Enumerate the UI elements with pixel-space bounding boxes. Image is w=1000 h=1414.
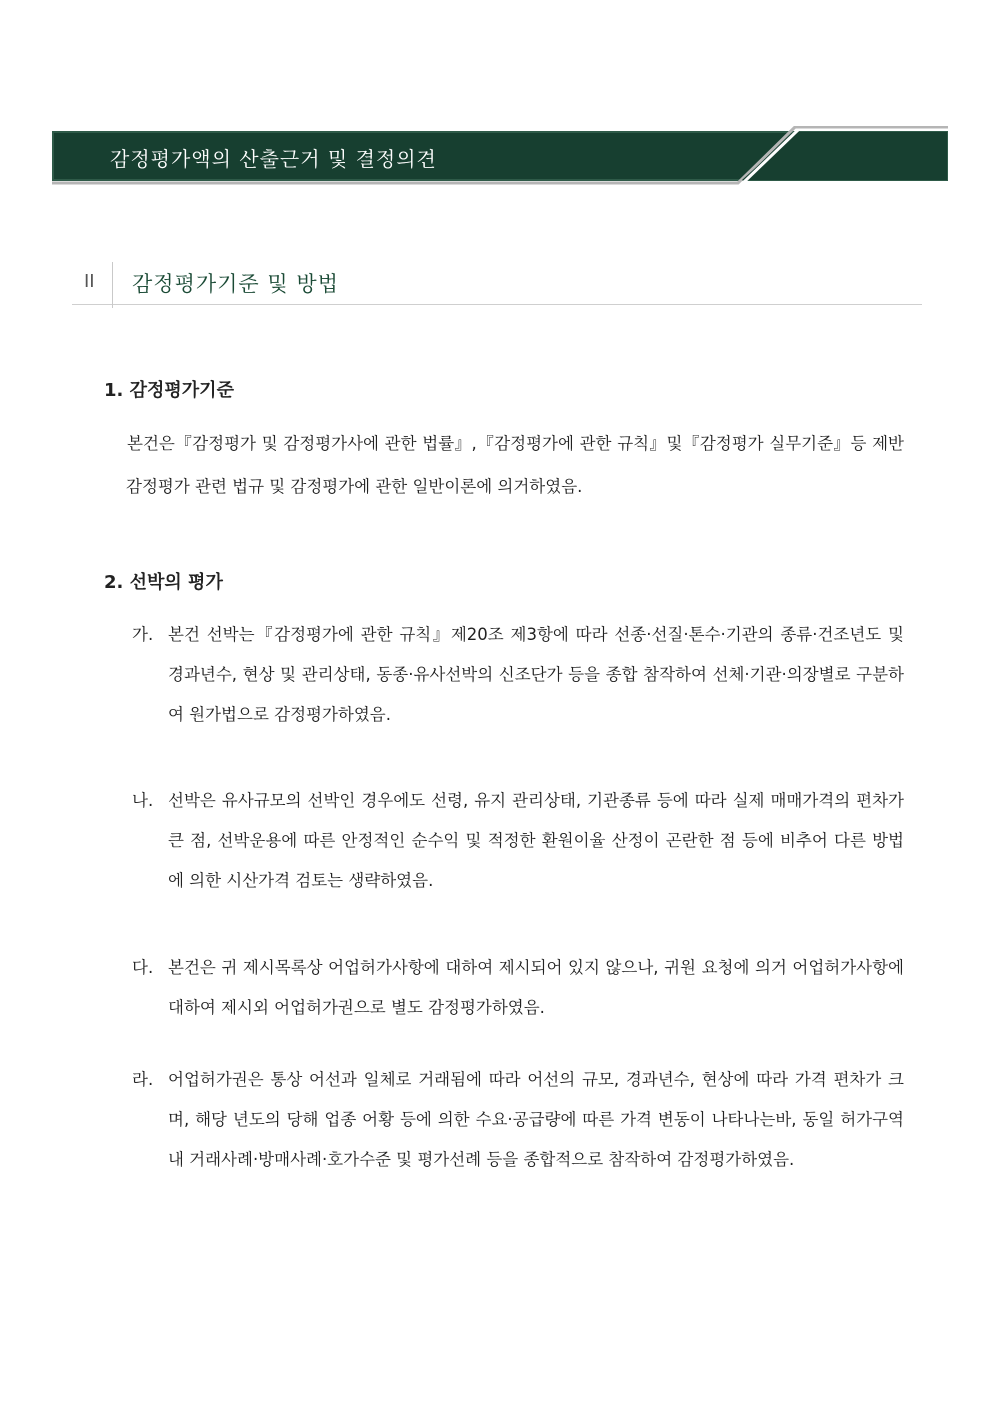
section-heading bbox=[72, 262, 922, 305]
list-item-text: 어업허가권은 통상 어선과 일체로 거래됨에 따라 어선의 규모, 경과년수, 현상에 따라 가격 편차가 크며, 해당 년도의 당해 업종 어황 등에 의한 수요·공급량에 따른 가격 변동이 나타나는바, 동일 허가구역 내 거래사례·방매사례·호가수준 및 평가선례 등을 종합적으로 참작하여 감정평가하였음. bbox=[168, 1070, 904, 1169]
list-item-text: 본건 선박는『감정평가에 관한 규칙』제20조 제3항에 따라 선종·선질·톤수·기관의 종류·건조년도 및 경과년수, 현상 및 관리상태, 동종·유사선박의 신조단가 등을 종합 참작하여 선체·기관·의장별로 구분하여 원가법으로 감정평가하였음. bbox=[168, 625, 904, 724]
header-banner bbox=[52, 126, 948, 188]
list-item-marker: 다. bbox=[132, 958, 154, 977]
list-item-text: 선박은 유사규모의 선박인 경우에도 선령, 유지 관리상태, 기관종류 등에 따라 실제 매매가격의 편차가 큰 점, 선박운용에 따른 안정적인 순수익 및 적정한 환원이율 산정이 곤란한 점 등에 비추어 다른 방법에 의한 시산가격 검토는 생략하였음. bbox=[168, 791, 904, 890]
list-item bbox=[132, 1060, 904, 1180]
list-item-marker: 나. bbox=[132, 791, 154, 810]
list-item bbox=[132, 615, 904, 735]
subsection-heading-2: 2. 선박의 평가 bbox=[104, 572, 223, 593]
list-item-text: 본건은 귀 제시목록상 어업허가사항에 대하여 제시되어 있지 않으나, 귀원 요청에 의거 어업허가사항에 대하여 제시외 어업허가권으로 별도 감정평가하였음. bbox=[168, 958, 904, 1017]
list-item-marker: 가. bbox=[132, 625, 154, 644]
paragraph-standards: 본건은『감정평가 및 감정평가사에 관한 법률』,『감정평가에 관한 규칙』및『감정평가 실무기준』등 제반 감정평가 관련 법규 및 감정평가에 관한 일반이론에 의거하였음. bbox=[126, 434, 904, 496]
subsection-heading-1: 1. 감정평가기준 bbox=[104, 380, 234, 401]
list-item bbox=[132, 948, 904, 1028]
header-title: 감정평가액의 산출근거 및 결정의견 bbox=[110, 147, 437, 171]
list-item bbox=[132, 781, 904, 901]
list-item-marker: 라. bbox=[132, 1070, 154, 1089]
section-divider bbox=[112, 262, 113, 308]
section-title: 감정평가기준 및 방법 bbox=[132, 272, 339, 296]
section-number: II bbox=[84, 271, 95, 292]
